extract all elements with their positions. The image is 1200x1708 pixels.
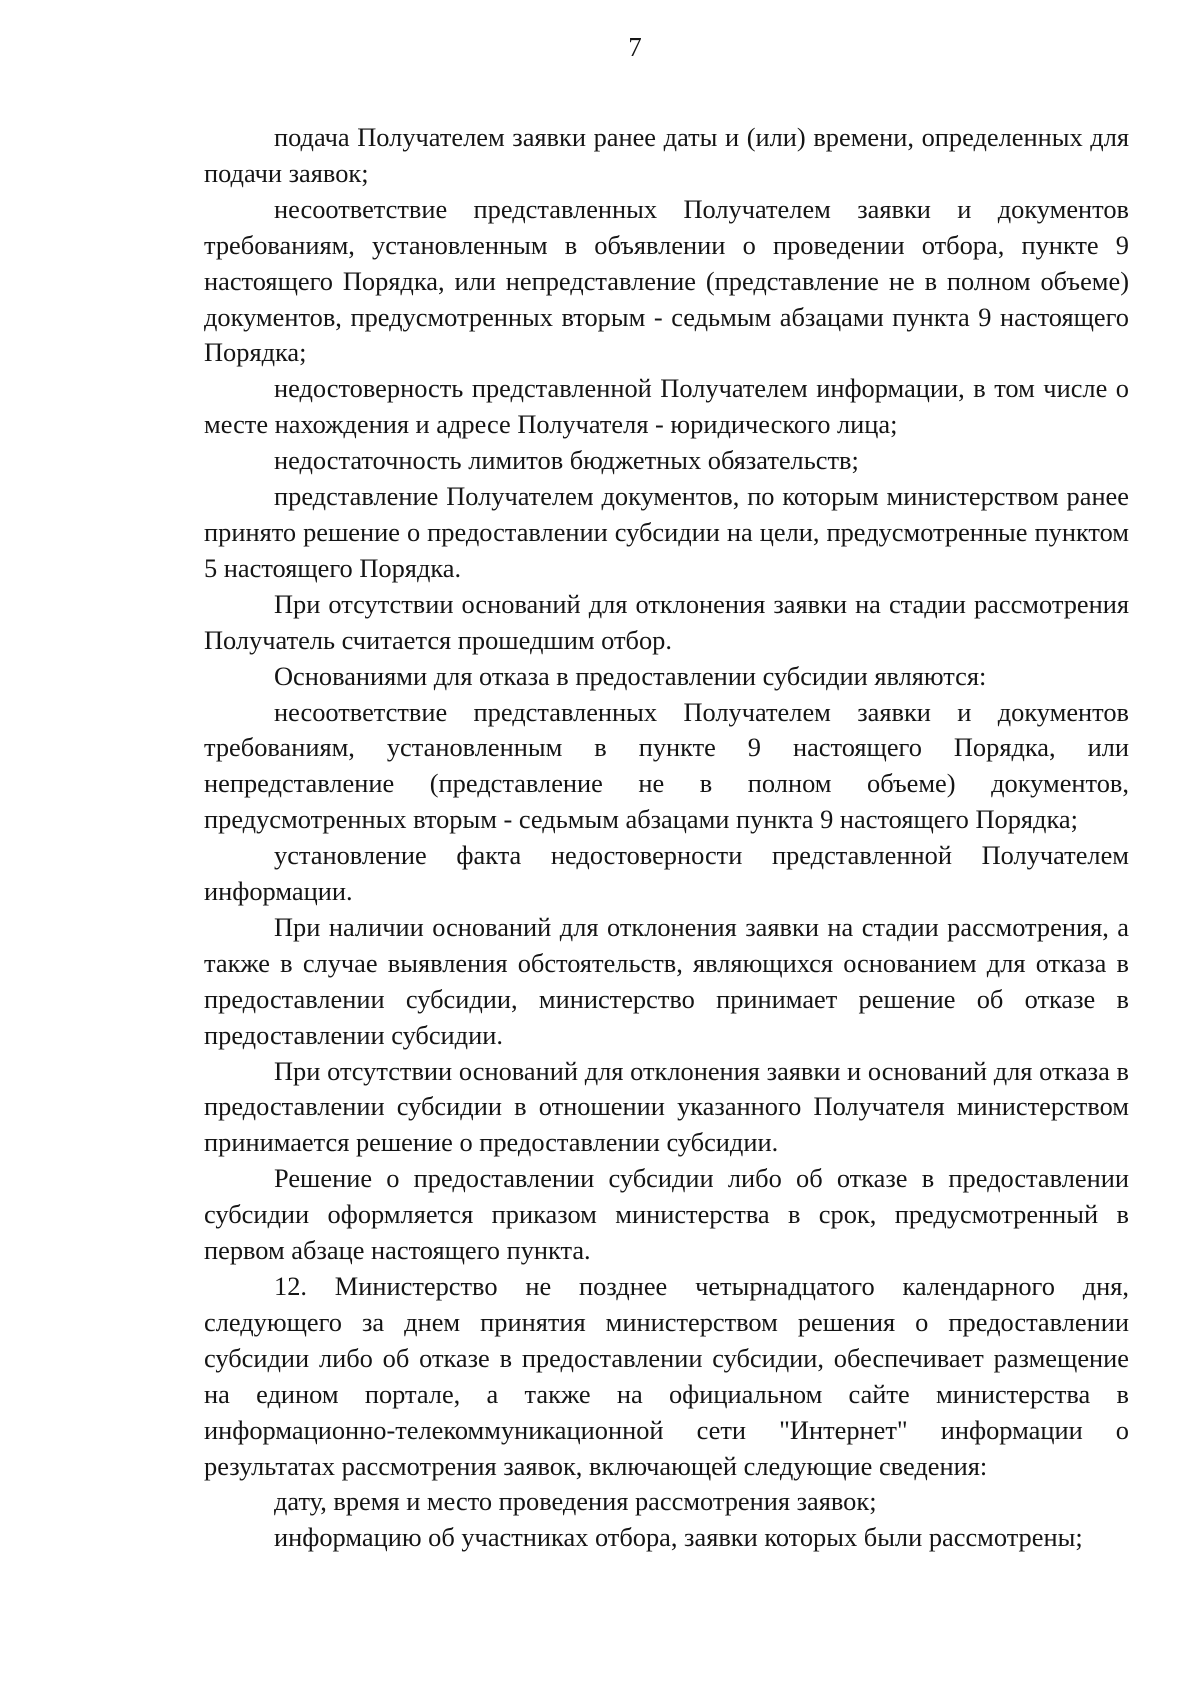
paragraph-unreliable-information: недостоверность представленной Получателем информации, в том числе о месте нахождения и адресе Получателя - юридического лица; [204,373,1129,440]
paragraph-documents-nonconformity: несоответствие представленных Получателем заявки и документов требованиям, установленным в объявлении о проведении отбора, пункте 9 настоящего Порядка, или непредставление (представление не в полном объеме) документов, предусмотренных вторым - седьмым абзацами пункта 9 настоящего Порядка; [204,193,1129,368]
paragraph-previous-decision: представление Получателем документов, по которым министерством ранее принято решение о предоставлении субсидии на цели, предусмотренные пунктом 5 настоящего Порядка. [204,481,1129,583]
document-body [204,120,1129,1556]
paragraph-decision-order: Решение о предоставлении субсидии либо об отказе в предоставлении субсидии оформляется приказом министерства в срок, предусмотренный в первом абзаце настоящего пункта. [204,1163,1129,1266]
paragraph-refusal-unreliability: установление факта недостоверности представленной Получателем информации. [204,840,1129,907]
page-number: 7 [628,32,642,62]
paragraph-refusal-decision: При наличии оснований для отклонения заявки на стадии рассмотрения, а также в случае выявления обстоятельств, являющихся основанием для отказа в предоставлении субсидии, министерство принимает решение об отказе в предоставлении субсидии. [204,911,1129,1050]
paragraph-grant-decision: При отсутствии оснований для отклонения заявки и оснований для отказа в предоставлении субсидии в отношении указанного Получателя министерством принимается решение о предоставлении субсидии. [204,1055,1129,1158]
paragraph-participants-info: информацию об участниках отбора, заявки которых были рассмотрены; [274,1522,1083,1553]
paragraph-budget-limits: недостаточность лимитов бюджетных обязательств; [274,445,859,476]
paragraph-selection-passed: При отсутствии оснований для отклонения заявки на стадии рассмотрения Получатель считается прошедшим отбор. [204,588,1129,655]
paragraph-refusal-documents: несоответствие представленных Получателем заявки и документов требованиям, установленным в пункте 9 настоящего Порядка, или непредставление (представление не в полном объеме) документов, предусмотренных вторым - седьмым абзацами пункта 9 настоящего Порядка; [204,696,1129,835]
paragraph-review-date: дату, время и место проведения рассмотрения заявок; [274,1486,877,1517]
paragraph-late-submission: подача Получателем заявки ранее даты и (или) времени, определенных для подачи заявок; [204,122,1129,188]
paragraph-refusal-grounds-heading: Основаниями для отказа в предоставлении субсидии являются: [274,660,987,691]
paragraph-item-12: 12. Министерство не позднее четырнадцатого календарного дня, следующего за днем принятия министерством решения о предоставлении субсидии либо об отказе в предоставлении субсидии, обеспечивает размещение на едином портале, а также на официальном сайте министерства в информационно-телекоммуникационной сети "Интернет" информации о результатах рассмотрения заявок, включающей следующие сведения: [204,1271,1129,1481]
